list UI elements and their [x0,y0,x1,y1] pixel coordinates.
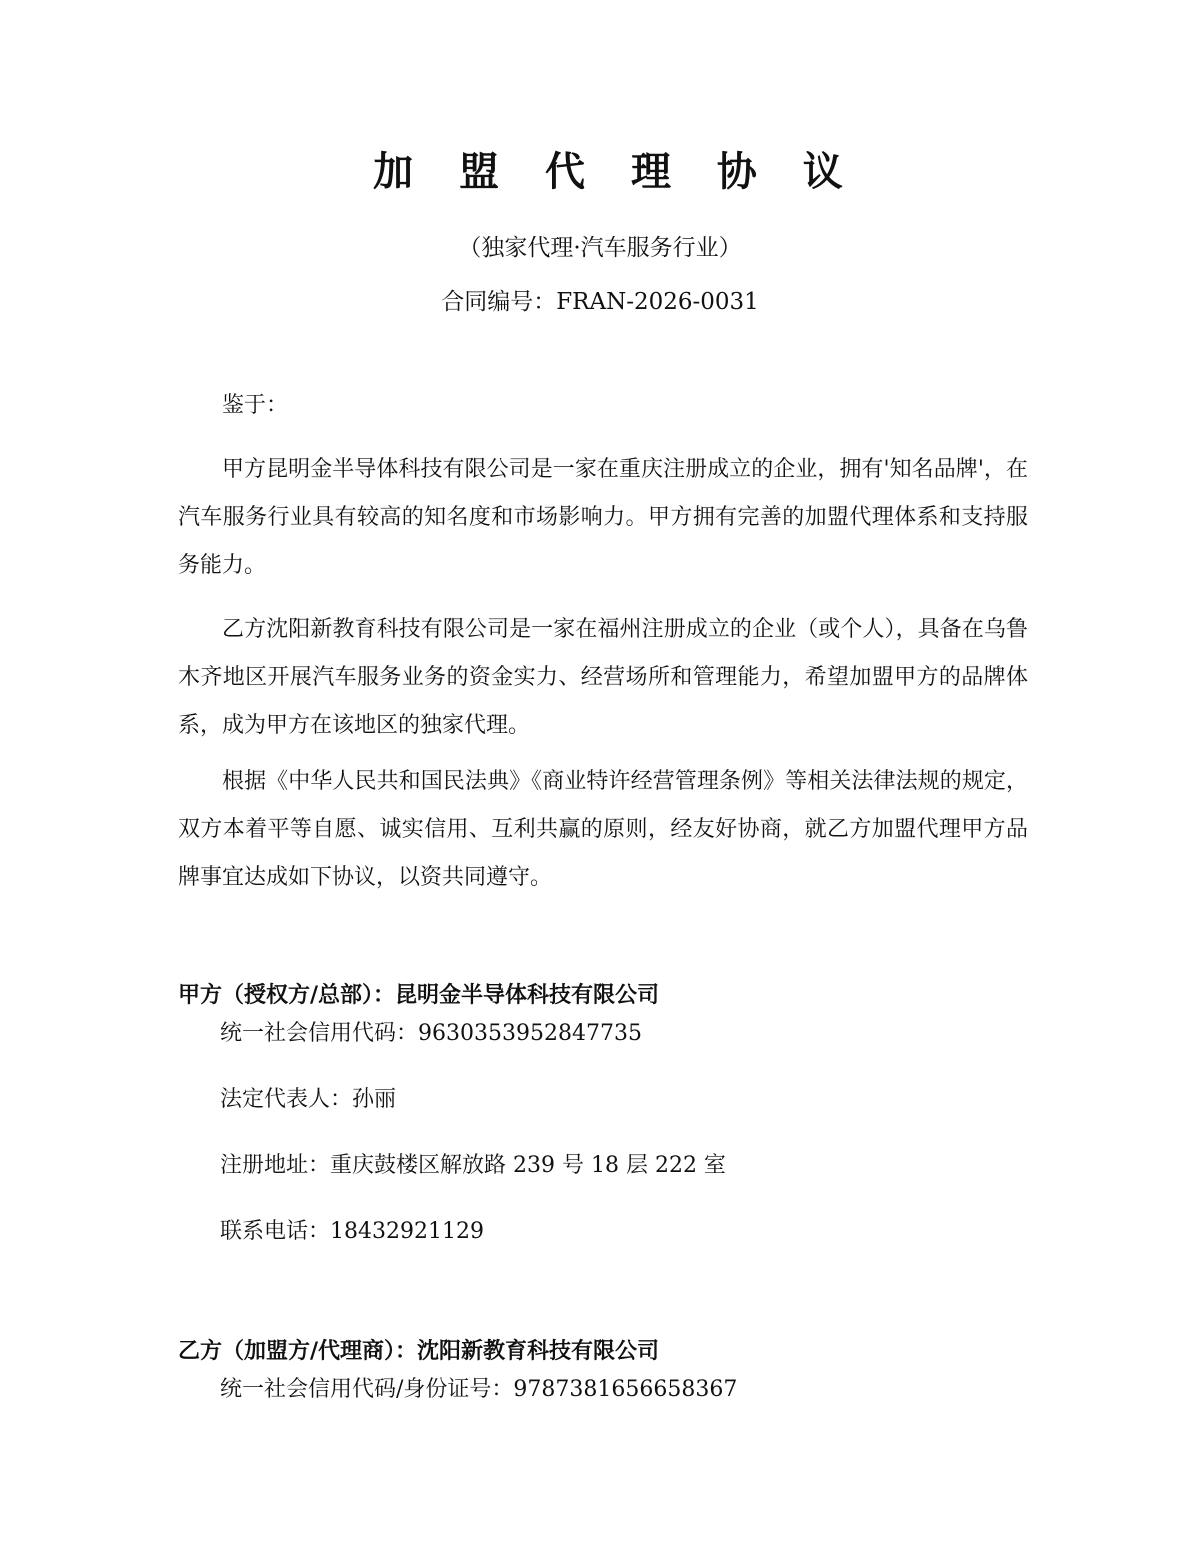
contract-number: 合同编号：FRAN-2026-0031 [441,289,759,315]
party-a-phone: 联系电话：18432921129 [220,1219,484,1244]
party-a-heading: 甲方（授权方/总部）：昆明金半导体科技有限公司 [178,983,660,1008]
document-title: 加 盟 代 理 协 议 [373,149,859,195]
party-a-credit-code: 统一社会信用代码：9630353952847735 [220,1021,642,1046]
recital-legal-basis: 根据《中华人民共和国民法典》《商业特许经营管理条例》等相关法律法规的规定，双方本着平等自愿、诚实信用、互利共赢的原则，经友好协商，就乙方加盟代理甲方品牌事宜达成如下协议，以资共同遵守。 [178,769,1028,890]
document-subtitle: （独家代理·汽车服务行业） [458,235,742,261]
party-b-credit-code: 统一社会信用代码/身份证号：9787381656658367 [220,1377,738,1402]
recital-party-b: 乙方沈阳新教育科技有限公司是一家在福州注册成立的企业（或个人），具备在乌鲁木齐地区开展汽车服务业务的资金实力、经营场所和管理能力，希望加盟甲方的品牌体系，成为甲方在该地区的独家代理。 [178,617,1028,738]
recital-party-a: 甲方昆明金半导体科技有限公司是一家在重庆注册成立的企业，拥有'知名品牌'，在汽车服务行业具有较高的知名度和市场影响力。甲方拥有完善的加盟代理体系和支持服务能力。 [178,457,1028,578]
party-b-heading: 乙方（加盟方/代理商）：沈阳新教育科技有限公司 [178,1339,660,1364]
recital-wherefore: 鉴于： [222,393,289,418]
party-a-address: 注册地址：重庆鼓楼区解放路 239 号 18 层 222 室 [220,1153,726,1178]
party-a-legal-rep: 法定代表人：孙丽 [220,1087,397,1112]
